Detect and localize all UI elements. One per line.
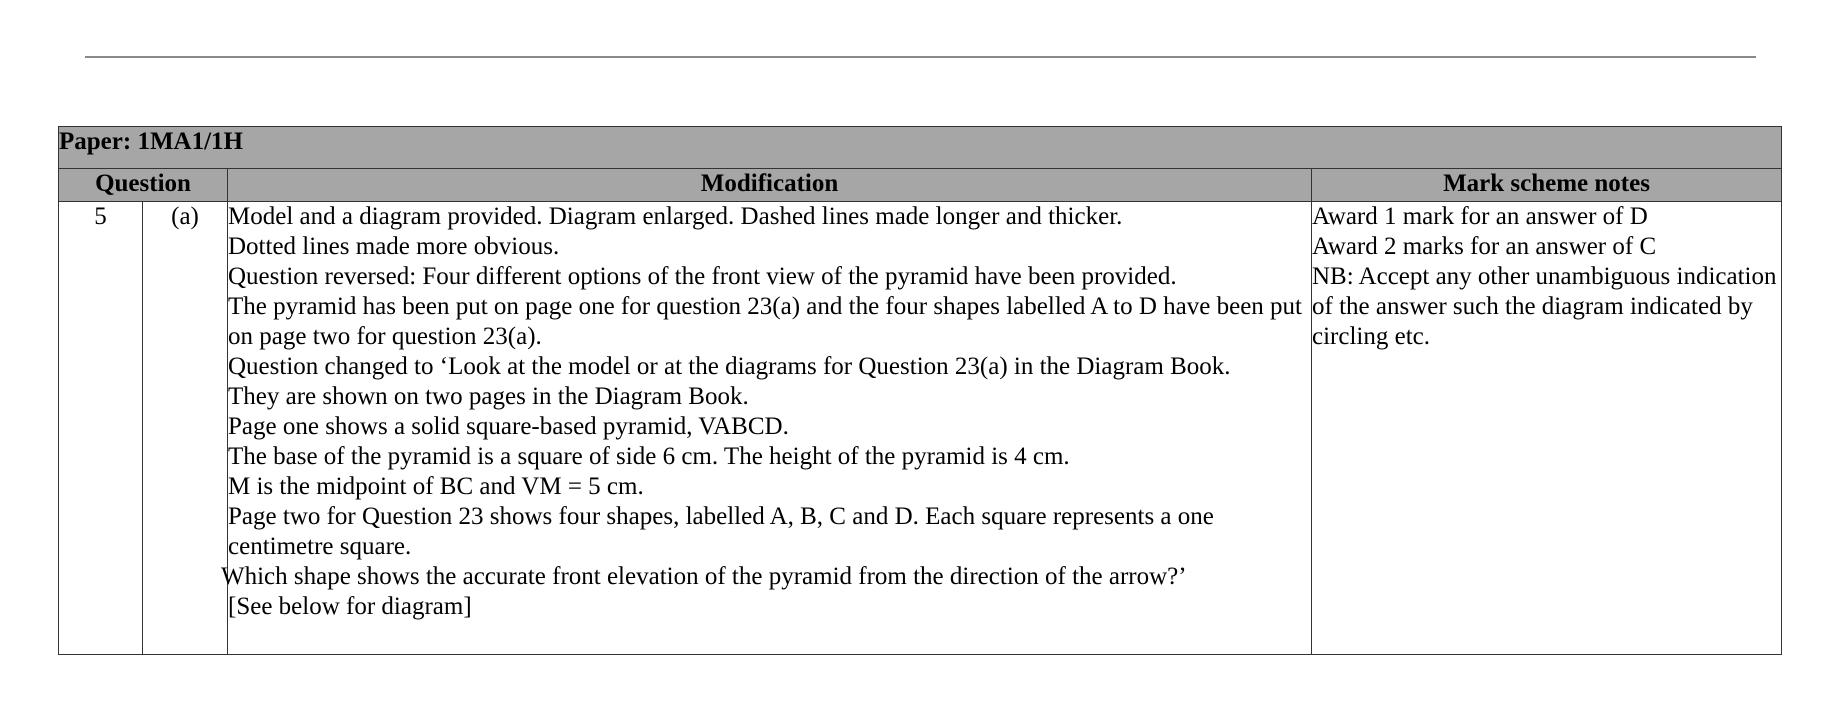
modification-line: They are shown on two pages in the Diagram Book.	[228, 383, 749, 410]
modification-line: Question reversed: Four different options of the front view of the pyramid have been provided.	[228, 263, 1177, 290]
question-part: (a)	[143, 202, 228, 655]
notes-line: Award 2 marks for an answer of C	[1312, 233, 1657, 260]
modification-line: The base of the pyramid is a square of side 6 cm. The height of the pyramid is 4 cm.	[228, 443, 1070, 470]
modification-header: Modification	[228, 169, 1312, 202]
modification-line: [See below for diagram]	[228, 593, 472, 620]
modification-line: M is the midpoint of BC and VM = 5 cm.	[228, 473, 644, 500]
modification-line: Which shape shows the accurate front elevation of the pyramid from the direction of the arrow?’	[221, 563, 1187, 590]
table-row	[59, 202, 1782, 655]
modification-line: Question changed to ‘Look at the model or at the diagrams for Question 23(a) in the Diagram Book.	[228, 353, 1231, 380]
modification-line: Dotted lines made more obvious.	[228, 233, 560, 260]
notes-header: Mark scheme notes	[1312, 169, 1782, 202]
modification-line: The pyramid has been put on page one for question 23(a) and the four shapes labelled A to D have been put on page two for question 23(a).	[228, 293, 1302, 350]
modification-line: Page one shows a solid square-based pyramid, VABCD.	[228, 413, 789, 440]
modification-line: Page two for Question 23 shows four shapes, labelled A, B, C and D. Each square represents a one centimetre square.	[228, 503, 1214, 560]
modification-line: Model and a diagram provided. Diagram enlarged. Dashed lines made longer and thicker.	[228, 203, 1123, 230]
mark-scheme-notes-cell	[1312, 202, 1782, 655]
modification-cell	[221, 202, 1312, 655]
notes-line: NB: Accept any other unambiguous indication of the answer such the diagram indicated by circling etc.	[1312, 263, 1777, 350]
modifications-table	[58, 126, 1782, 655]
paper-label: Paper: 1MA1/1H	[59, 127, 1782, 169]
question-number: 5	[59, 202, 143, 655]
header-row	[59, 169, 1782, 202]
question-header: Question	[59, 169, 228, 202]
notes-line: Award 1 mark for an answer of D	[1312, 203, 1648, 230]
header-rule	[85, 56, 1756, 58]
paper-row	[59, 127, 1782, 169]
